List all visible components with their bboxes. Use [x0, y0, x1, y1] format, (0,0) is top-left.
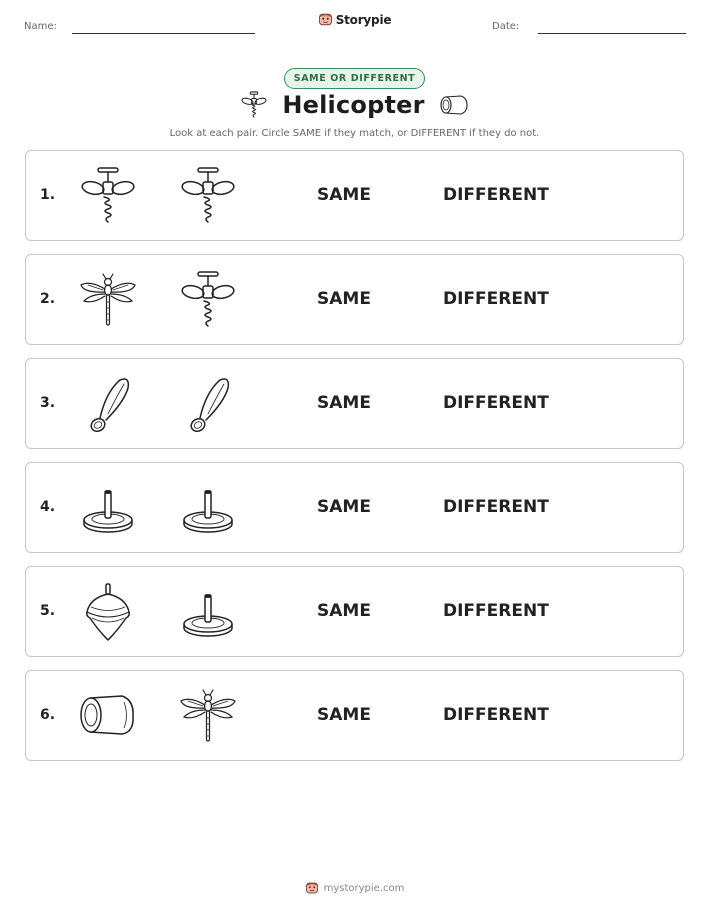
same-option[interactable]: SAME	[317, 601, 371, 621]
helicopter-icon	[240, 91, 268, 119]
button-spinner-icon	[78, 478, 138, 538]
corkscrew-icon	[178, 270, 238, 330]
same-option[interactable]: SAME	[317, 185, 371, 205]
dragonfly-icon	[78, 270, 138, 330]
title-container	[0, 90, 709, 123]
footer-url[interactable]: mystorypie.com	[323, 882, 405, 894]
same-option[interactable]: SAME	[317, 289, 371, 309]
storypie-logo-icon	[318, 12, 333, 27]
page-title: Helicopter	[282, 91, 425, 119]
different-option[interactable]: DIFFERENT	[443, 497, 549, 517]
brand	[0, 12, 709, 31]
question-number: 3.	[40, 395, 56, 411]
button-spinner-icon	[178, 478, 238, 538]
dragonfly-icon	[178, 686, 238, 746]
brand-name: Storypie	[335, 12, 392, 27]
cylinder-icon	[439, 90, 469, 120]
question-number: 2.	[40, 291, 56, 307]
badge-container	[0, 66, 709, 89]
name-field[interactable]	[72, 33, 255, 34]
question-number: 5.	[40, 603, 56, 619]
maple-seed-icon	[78, 374, 138, 434]
question-row-4	[25, 462, 684, 553]
maple-seed-icon	[178, 374, 238, 434]
question-row-6	[25, 670, 684, 761]
cylinder-icon	[78, 686, 138, 746]
same-option[interactable]: SAME	[317, 497, 371, 517]
different-option[interactable]: DIFFERENT	[443, 185, 549, 205]
different-option[interactable]: DIFFERENT	[443, 393, 549, 413]
activity-badge: SAME OR DIFFERENT	[284, 68, 425, 89]
storypie-logo-icon	[305, 881, 319, 895]
name-label: Name:	[24, 21, 57, 32]
same-option[interactable]: SAME	[317, 393, 371, 413]
question-number: 1.	[40, 187, 56, 203]
question-row-1	[25, 150, 684, 241]
spinning-top-icon	[78, 582, 138, 642]
footer	[0, 880, 709, 899]
different-option[interactable]: DIFFERENT	[443, 289, 549, 309]
question-number: 4.	[40, 499, 56, 515]
different-option[interactable]: DIFFERENT	[443, 601, 549, 621]
button-spinner-icon	[178, 582, 238, 642]
question-number: 6.	[40, 707, 56, 723]
question-row-5	[25, 566, 684, 657]
corkscrew-icon	[178, 166, 238, 226]
different-option[interactable]: DIFFERENT	[443, 705, 549, 725]
date-field[interactable]	[538, 33, 686, 34]
same-option[interactable]: SAME	[317, 705, 371, 725]
question-row-2	[25, 254, 684, 345]
question-row-3	[25, 358, 684, 449]
date-label: Date:	[492, 21, 520, 32]
corkscrew-icon	[78, 166, 138, 226]
instructions: Look at each pair. Circle SAME if they match, or DIFFERENT if they do not.	[169, 128, 540, 139]
